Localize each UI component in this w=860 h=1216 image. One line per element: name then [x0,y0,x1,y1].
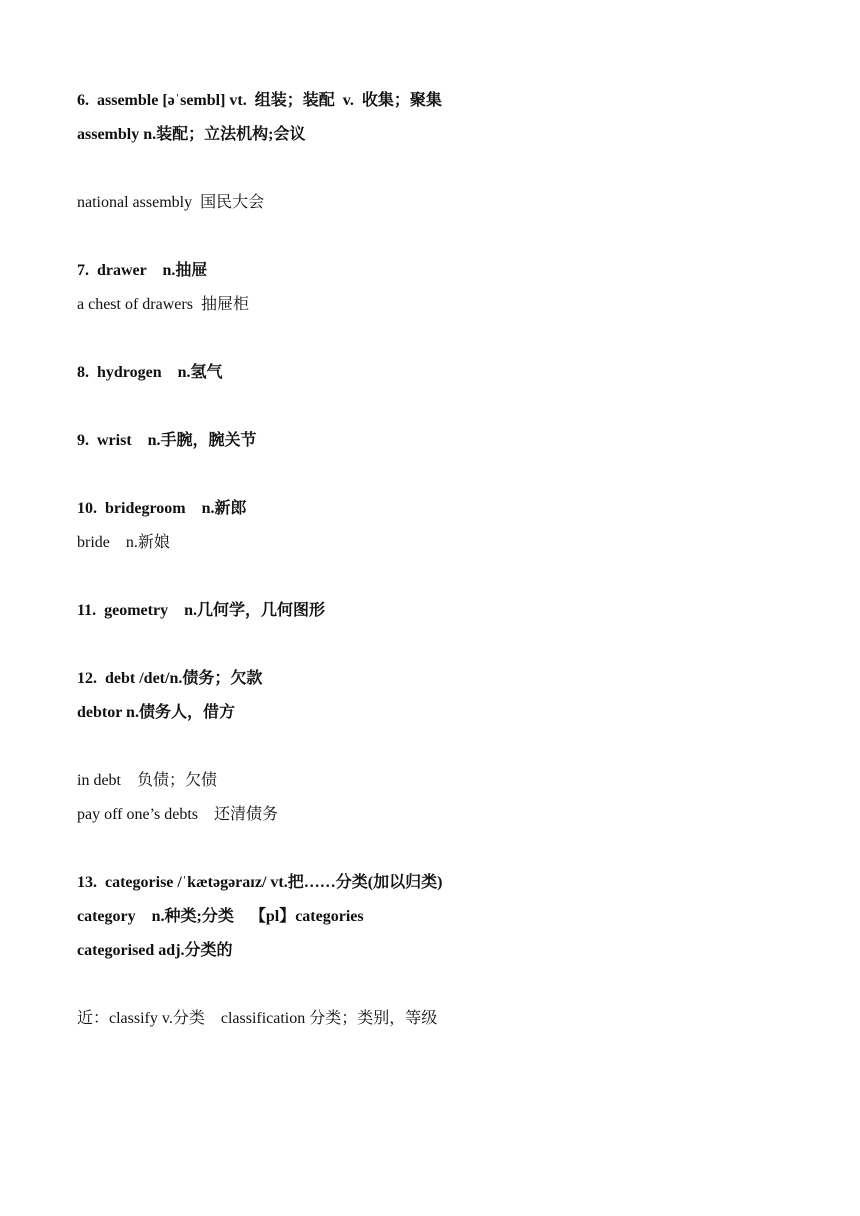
entry-7-drawer-heading: 7. drawer n.抽屉 [77,262,208,279]
entry-9-wrist-heading: 9. wrist n.手腕，腕关节 [77,432,257,449]
spacer [77,628,837,662]
vocabulary-document [77,84,837,1036]
spacer [77,458,837,492]
entry-13-categorise-heading: 13. categorise /ˈkætəgəraɪz/ vt.把……分类(加以归类) [77,874,443,891]
entry-13-category-derivative: category n.种类;分类 【pl】categories [77,908,364,925]
entry-6-assemble-heading: 6. assemble [əˈsembl] vt. 组装；装配 v. 收集；聚集 [77,92,442,109]
spacer [77,832,837,866]
spacer [77,730,837,764]
spacer [77,220,837,254]
entry-6-assembly-derivative: assembly n.装配；立法机构;会议 [77,126,306,143]
spacer [77,152,837,186]
entry-12-debtor-derivative: debtor n.债务人，借方 [77,704,235,721]
entry-12-debt-heading: 12. debt /det/n.债务；欠款 [77,670,263,687]
entry-13-synonym-classify: 近：classify v.分类 classification 分类；类别，等级 [77,1010,438,1027]
spacer [77,322,837,356]
entry-13-categorised-derivative: categorised adj.分类的 [77,942,233,959]
spacer [77,560,837,594]
entry-6-phrase-national-assembly: national assembly 国民大会 [77,194,265,211]
spacer [77,968,837,1002]
entry-10-bride-related: bride n.新娘 [77,534,170,551]
entry-7-phrase-chest-of-drawers: a chest of drawers 抽屉柜 [77,296,249,313]
entry-12-phrase-pay-off-debts: pay off one’s debts 还清债务 [77,806,279,823]
entry-8-hydrogen-heading: 8. hydrogen n.氢气 [77,364,223,381]
spacer [77,390,837,424]
entry-10-bridegroom-heading: 10. bridegroom n.新郎 [77,500,247,517]
entry-12-phrase-in-debt: in debt 负债；欠债 [77,772,217,789]
entry-11-geometry-heading: 11. geometry n.几何学，几何图形 [77,602,325,619]
